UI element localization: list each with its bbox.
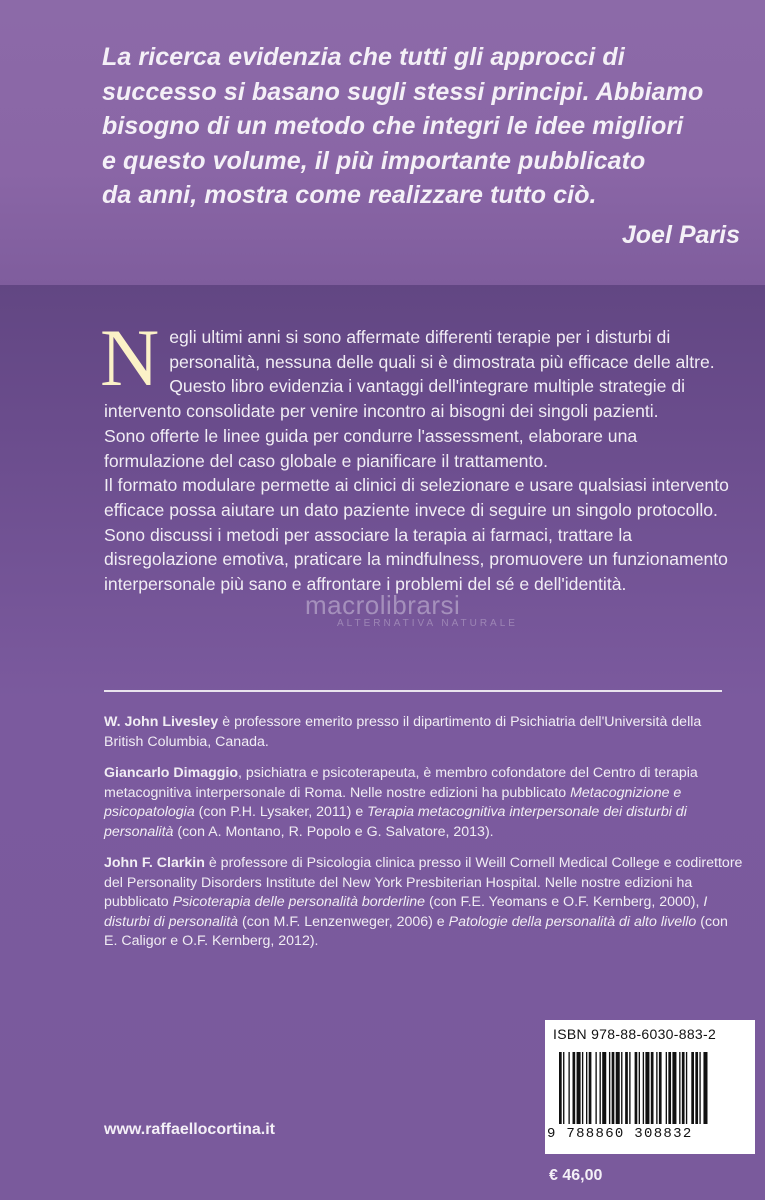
isbn-label: ISBN 978-88-6030-883-2: [553, 1026, 717, 1042]
barcode-bar: [682, 1052, 685, 1124]
watermark-brand: macrolibrarsi: [305, 590, 461, 620]
barcode-bar: [643, 1052, 644, 1124]
barcode-bar: [625, 1052, 628, 1124]
quote-line: e questo volume, il più importante pubblicato: [102, 146, 646, 175]
barcode-bar: [589, 1052, 592, 1124]
quote-line: successo si basano sugli stessi principi. Abbiamo: [102, 77, 704, 106]
description-paragraph: Il formato modulare permette ai clinici di selezionare e usare qualsiasi intervento efficace possa aiutare un dato paziente invece di seguire un singolo protocollo. Sono discussi i metodi per associare la terapia ai farmaci, trattare la disregolazione emotiva, praticare la mindfulness, promuovere un funzionamento interpersonale più sano e affrontare i problemi del sé e dell'identità.: [104, 475, 729, 595]
barcode-bar: [695, 1052, 698, 1124]
barcode-bar: [621, 1052, 622, 1124]
book-description: [100, 312, 734, 597]
bio-text: , psichiatra e psicoterapeuta, è membro cofondatore del Centro di terapia metacognitiva interpersonale di Roma. Nelle nostre edizioni ha pubblicato: [104, 765, 698, 801]
bio-clarkin: [104, 854, 744, 952]
bio-livesley: [104, 713, 744, 752]
bio-text: (con F.E. Yeomans e O.F. Kernberg, 2000),: [425, 894, 704, 910]
barcode-bar: [686, 1052, 687, 1124]
book-title: Metacognizione e psicopatologia: [104, 784, 682, 820]
barcode-bar: [703, 1052, 707, 1124]
author-name: John F. Clarkin: [104, 855, 205, 871]
barcode-bar: [699, 1052, 700, 1124]
bio-text: (con M.F. Lenzenweger, 2006) e: [238, 913, 449, 930]
barcode-bar: [679, 1052, 680, 1124]
barcode-graphic: [545, 1048, 755, 1128]
section-divider: [104, 690, 722, 692]
description-paragraph: Sono offerte le linee guida per condurre l'assessment, elaborare una formulazione del caso globale e pianificare il trattamento.: [104, 425, 638, 471]
author-bios: [104, 713, 744, 964]
barcode-bar: [656, 1052, 657, 1124]
bio-text: è professore di Psicologia clinica presso il Weill Cornell Medical College e codirettore del Personality Disorders Institute del New York Presbiterian Hospital. Nelle nostre edizioni ha pubblicato: [104, 855, 743, 910]
barcode-bar: [659, 1052, 662, 1124]
barcode-bar: [595, 1052, 596, 1124]
author-name: Giancarlo Dimaggio: [104, 765, 239, 781]
barcode-bar: [586, 1052, 587, 1124]
barcode-digits: 9 788860 308832: [547, 1126, 693, 1142]
barcode-bar: [666, 1052, 667, 1124]
book-title: Psicoterapia delle personalità borderline: [172, 894, 426, 910]
price: € 46,00: [549, 1167, 603, 1184]
barcode-bar: [691, 1052, 694, 1124]
barcode-bar: [563, 1052, 564, 1124]
bio-dimaggio: [104, 764, 744, 842]
barcode-bar: [639, 1052, 640, 1124]
watermark-tagline: ALTERNATIVA NATURALE: [337, 618, 518, 629]
bio-text: (con P.H. Lysaker, 2011) e: [194, 804, 368, 820]
quote-line: La ricerca evidenzia che tutti gli approcci di: [102, 43, 625, 71]
barcode-bar: [559, 1052, 562, 1124]
bio-text: (con E. Caligor e O.F. Kernberg, 2012).: [104, 913, 728, 949]
quote-line: da anni, mostra come realizzare tutto ciò.: [102, 181, 597, 209]
description-paragraph: egli ultimi anni si sono affermate differenti terapie per i disturbi di personalità, nessuna delle quali si è dimostrata più efficace delle altre. Questo libro evidenzia i vantaggi dell'integrare multiple strategie di intervento consolidate per venire incontro ai bisogni dei singoli pazienti.: [104, 327, 715, 422]
author-name: W. John Livesley: [104, 714, 219, 730]
barcode-bar: [645, 1052, 649, 1124]
barcode-bar: [602, 1052, 606, 1124]
publisher-website: www.raffaellocortina.it: [104, 1121, 275, 1138]
barcode-bar: [668, 1052, 671, 1124]
quote-author: Joel Paris: [621, 221, 740, 249]
barcode-bar: [616, 1052, 620, 1124]
isbn-barcode-box: [545, 1020, 755, 1154]
bio-text: (con A. Montano, R. Popolo e G. Salvatore, 2013).: [173, 823, 494, 840]
barcode-bar: [568, 1052, 569, 1124]
barcode-bar: [582, 1052, 583, 1124]
barcode-bar: [612, 1052, 615, 1124]
bio-text: è professore emerito presso il dipartimento di Psichiatria dell'Università della British Columbia, Canada.: [104, 714, 702, 750]
book-title: Patologie della personalità di alto livello: [448, 913, 697, 930]
book-title: I disturbi di personalità: [104, 894, 708, 930]
barcode-bar: [672, 1052, 676, 1124]
barcode-bar: [600, 1052, 601, 1124]
endorsement-quote: [102, 40, 742, 213]
barcode-bar: [573, 1052, 576, 1124]
drop-cap: N: [100, 312, 160, 403]
barcode-bar: [651, 1052, 654, 1124]
quote-line: bisogno di un metodo che integri le idee migliori: [102, 112, 684, 140]
barcode-bar: [629, 1052, 630, 1124]
barcode-bar: [577, 1052, 581, 1124]
book-title: Terapia metacognitiva interpersonale dei disturbi di personalità: [104, 804, 687, 840]
barcode-bar: [635, 1052, 638, 1124]
barcode-bar: [609, 1052, 610, 1124]
